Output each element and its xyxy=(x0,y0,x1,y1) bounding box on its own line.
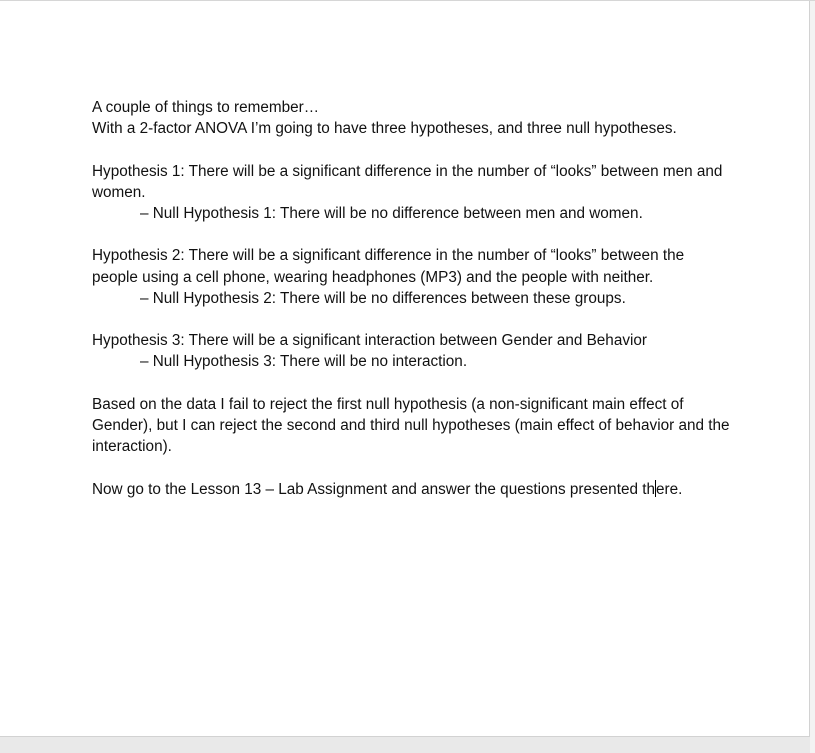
null-hypothesis-3: – Null Hypothesis 3: There will be no interaction. xyxy=(140,353,468,371)
next-step-text-end: ere. xyxy=(655,480,683,498)
conclusion-paragraph: Based on the data I fail to reject the first null hypothesis (a non-significant main effect of Gender), but I can reject the second and third null hypotheses (main effect of behavior and the interaction). xyxy=(92,395,734,456)
blank-line xyxy=(92,309,732,330)
hypothesis-3: Hypothesis 3: There will be a significant interaction between Gender and Behavior xyxy=(92,332,647,350)
null-hypothesis-2: – Null Hypothesis 2: There will be no differences between these groups. xyxy=(140,289,626,307)
next-step-text-start: Now go to the Lesson 13 – Lab Assignment and answer the questions presented th xyxy=(92,480,655,498)
next-step-paragraph xyxy=(92,479,732,500)
hypothesis-1: Hypothesis 1: There will be a significant difference in the number of “looks” between men and women. xyxy=(92,162,727,201)
intro-line-1: A couple of things to remember… xyxy=(92,99,320,116)
intro-line-2: With a 2-factor ANOVA I’m going to have three hypotheses, and three null hypotheses. xyxy=(92,120,677,138)
null-hypothesis-1: – Null Hypothesis 1: There will be no difference between men and women. xyxy=(140,205,643,222)
blank-line xyxy=(92,139,732,160)
document-page[interactable] xyxy=(0,1,810,737)
blank-line xyxy=(92,224,732,245)
document-body[interactable] xyxy=(92,97,732,500)
hypothesis-2: Hypothesis 2: There will be a significant difference in the number of “looks” between the people using a cell phone, wearing headphones (MP3) and the people with neither. xyxy=(92,247,689,286)
window-right-gutter xyxy=(810,1,815,753)
blank-line xyxy=(92,457,732,478)
blank-line xyxy=(92,373,732,394)
